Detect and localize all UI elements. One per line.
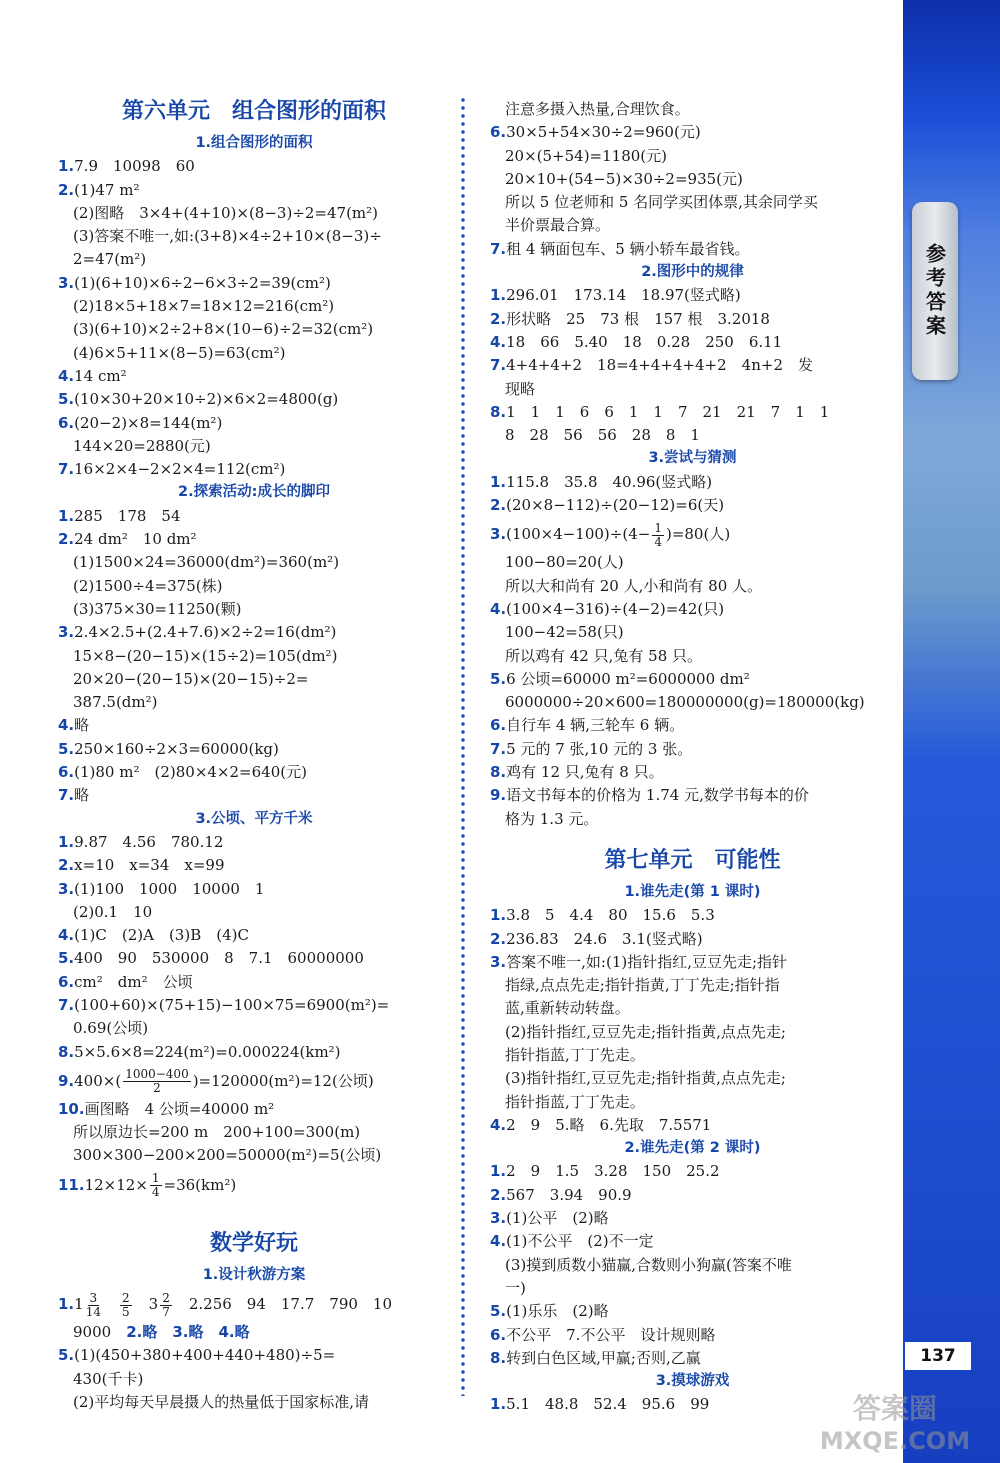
answer-text: 指针指蓝,丁丁先走。 [490,1092,645,1111]
question-number: 3. [58,879,75,898]
answer-text: (1)1500×24=36000(dm²)=360(m²) [58,553,340,572]
question-number: 1. [58,1295,75,1314]
answer-text: 3.8 5 4.4 80 15.6 5.3 [506,906,715,925]
answer-line [58,1121,450,1144]
watermark-url: MXQE.COM [819,1427,971,1455]
answer-list [58,505,450,808]
question-number: 6. [490,716,507,735]
answer-line [58,761,450,784]
answer-line [58,668,450,691]
answer-line [58,738,450,761]
question-number: 3. [490,525,507,544]
answer-text: 不公平 7.不公平 设计规则略 [506,1325,716,1344]
question-number: 5. [490,669,507,688]
answer-text: 14 cm² [74,366,127,385]
fraction: $\frac{2}{7}$ [162,1290,170,1319]
answer-text: (1)公平 (2)略 [506,1209,609,1228]
answer-line: 9.400×( $\frac{1000-400}{2}$ )=120000(m²)=12(公顷) [58,1067,374,1096]
question-number: 1. [490,286,507,305]
answer-line [490,1044,895,1067]
question-number: 3. [58,623,75,642]
question-number: 4. [490,332,507,351]
answer-line [58,645,450,668]
answer-line [490,575,895,598]
answer-line [58,854,450,877]
answer-text: 鸡有 12 只,兔有 8 只。 [506,763,664,782]
answer-line [490,98,895,121]
answer-text: 20×(5+54)=1180(元) [490,146,668,165]
answer-line [58,621,450,644]
answer-line [490,645,895,668]
answer-text: 18 66 5.40 18 0.28 250 6.11 [506,332,783,351]
answer-text: (1)47 m² [74,180,140,199]
question-number: 4. [490,599,507,618]
right-column [490,98,895,1417]
answer-line [490,974,895,997]
question-number: 2. [58,180,75,199]
question-number: 2. [490,929,507,948]
answer-line [490,1277,895,1300]
answer-line [490,668,895,691]
question-number: 5. [58,390,75,409]
answer-text: 430(千卡) [58,1369,144,1388]
answer-text: 6000000÷20×600=180000000(g)=180000(kg) [490,693,865,712]
question-number: 8. [58,1042,75,1061]
question-number: 6. [490,1325,507,1344]
section-title: 3.公顷、平方千米 [195,810,313,827]
answer-line [490,551,895,574]
question-number: 7. [58,786,75,805]
answer-text: 24 dm² 10 dm² [74,530,197,549]
answer-line [490,784,895,807]
question-number: 10. [58,1099,85,1118]
answer-line [58,458,450,481]
answer-text: 7.9 10098 60 [74,157,195,176]
answer-text: 0.69(公顷) [58,1019,149,1038]
answer-list [490,1160,895,1370]
answer-text: 蓝,重新转动转盘。 [490,999,630,1018]
question-number: 7. [490,356,507,375]
question-number: 7. [58,995,75,1014]
answer-line [490,928,895,951]
answer-text: 画图略 4 公顷=40000 m² [84,1099,275,1118]
answer-line [490,378,895,401]
answer-text: 115.8 35.8 40.96(竖式略) [506,472,713,491]
answer-line [58,272,450,295]
question-number: 8. [490,1348,507,1367]
answer-line [58,994,450,1017]
answer-line [58,505,450,528]
answer-text: 285 178 54 [74,506,181,525]
question-number: 4. [490,1115,507,1134]
answer-text: 指针指蓝,丁丁先走。 [490,1045,645,1064]
answer-text: 567 3.94 90.9 [506,1185,632,1204]
answer-line [58,225,450,248]
answer-line [490,494,895,517]
question-number: 3. [490,952,507,971]
fraction: $\frac{3}{14}$ [85,1290,101,1319]
answer-line [58,784,450,807]
answer-text: (1)(450+380+400+440+480)÷5= [74,1346,336,1365]
fraction: $\frac{1000-400}{2}$ [125,1067,189,1096]
answer-text: x=10 x=34 x=99 [74,856,225,875]
answer-line [490,1254,895,1277]
answer-list [58,1098,450,1168]
answers-tab [912,202,958,380]
answer-text: 6 公顷=60000 m²=6000000 dm² [506,669,750,688]
answer-text: 1 1 1 6 6 1 1 7 21 21 7 1 1 [506,402,830,421]
answer-line [58,924,450,947]
answer-line [58,1144,450,1167]
answer-text: (20×8−112)÷(20−12)=6(天) [506,496,725,515]
question-number: 5. [58,1346,75,1365]
answer-line [58,971,450,994]
answer-text: 答案不唯一,如:(1)指针指红,豆豆先走;指针 [506,952,788,971]
question-number: 5. [490,1302,507,1321]
answer-text: (2)平均每天早晨摄人的热量低于国家标准,请 [58,1392,370,1411]
answer-text: (20−2)×8=144(m²) [74,413,223,432]
question-number: 11. [58,1175,85,1194]
question-number: 9. [490,786,507,805]
answer-line [490,1230,895,1253]
answer-text: 387.5(dm²) [58,693,158,712]
answer-text: 所以鸡有 42 只,兔有 58 只。 [490,646,703,665]
answer-line [490,214,895,237]
answer-list [58,155,450,481]
question-number: 2. [58,856,75,875]
answer-text: 20×20−(20−15)×(20−15)÷2= [58,669,309,688]
answer-line [490,1021,895,1044]
question-number: 6. [490,123,507,142]
question-number: 2. [490,496,507,515]
answer-text: 2.4×2.5+(2.4+7.6)×2÷2=16(dm²) [74,623,337,642]
answer-text: (3)摸到质数小猫赢,合数则小狗赢(答案不唯 [490,1255,792,1274]
answer-line [58,598,450,621]
section-title: 1.组合图形的面积 [195,135,313,151]
question-number: 5. [58,949,75,968]
answer-list [490,98,895,261]
answer-text: 指绿,点点先走;指针指黄,丁丁先走;指针指 [490,976,780,995]
answer-line [58,295,450,318]
answer-line [58,1391,450,1414]
answer-text: 所以大和尚有 20 人,小和尚有 80 人。 [490,576,763,595]
answer-text: 自行车 4 辆,三轮车 6 辆。 [506,716,685,735]
question-number: 6. [58,972,75,991]
question-number: 7. [490,239,507,258]
answer-line [490,714,895,737]
answer-line [58,714,450,737]
question-number: 8. [490,402,507,421]
fraction: $\frac{1}{4}$ [151,1171,160,1200]
answer-text: 转到白色区域,甲赢;否则,乙赢 [506,1348,701,1367]
answer-text: (1)(6+10)×6÷2−6×3÷2=39(cm²) [74,273,331,292]
answer-line [490,424,895,447]
answer-line [490,691,895,714]
answer-text: 20×10+(54−5)×30÷2=935(元) [490,169,743,188]
answer-list [490,284,895,447]
question-number: 7. [490,739,507,758]
answer-line: 9000 2.略 3.略 4.略 [58,1323,250,1342]
answer-line [490,1300,895,1323]
answer-line [490,401,895,424]
answer-line [58,878,450,901]
question-number: 4. [58,366,75,385]
question-number: 3. [490,1209,507,1228]
question-number: 1. [58,506,75,525]
answer-line [58,155,450,178]
answer-line [490,1184,895,1207]
answer-text: 296.01 173.14 18.97(竖式略) [506,286,741,305]
fraction: $\frac{1}{4}$ [654,520,662,549]
watermark-text: 答案圈 [852,1392,937,1425]
answer-line [490,1091,895,1114]
answer-line [490,191,895,214]
left-column [58,92,450,1414]
answer-line [490,808,895,831]
section-title: 1.设计秋游方案 [202,1266,306,1283]
answer-line [490,121,895,144]
answer-list [490,471,895,518]
answer-list [58,831,450,1064]
section-title: 2.谁先走(第 2 课时) [624,1140,761,1157]
answer-line [490,1067,895,1090]
question-number: 2. [490,309,507,328]
answer-text: 2 9 5.略 6.先取 7.5571 [506,1115,712,1134]
answer-text: (1)不公平 (2)不一定 [506,1232,654,1251]
answer-line [490,738,895,761]
question-number: 1. [490,1395,507,1414]
answer-line [58,1041,450,1064]
answer-line [58,435,450,458]
answer-text: 语文书每本的价格为 1.74 元,数学书每本的价 [506,786,809,805]
answer-line [58,248,450,271]
answer-line [58,202,450,225]
answer-line [58,318,450,341]
answer-text: 300×300−200×200=50000(m²)=5(公顷) [58,1146,382,1165]
answer-line [58,365,450,388]
answer-text: 所以原边长=200 m 200+100=300(m) [58,1123,361,1142]
section-title: 3.摸球游戏 [655,1373,730,1390]
answer-text: (2)图略 3×4+(4+10)×(8−3)÷2=47(m²) [58,203,379,222]
answer-text: 9.87 4.56 780.12 [74,832,224,851]
answer-line [490,1347,895,1370]
answer-text: (10×30+20×10÷2)×6×2=4800(g) [74,390,339,409]
answer-text: 100−42=58(只) [490,623,624,642]
question-number: 7. [58,460,75,479]
answer-line [490,904,895,927]
answer-text: 注意多摄入热量,合理饮食。 [490,100,690,118]
answer-line [490,598,895,621]
answer-text: 2 9 1.5 3.28 150 25.2 [506,1162,720,1181]
question-number: 8. [490,763,507,782]
answer-line [58,528,450,551]
answer-list [490,551,895,831]
answer-text: 一) [490,1278,526,1297]
section-title: 3.尝试与猜测 [648,450,737,467]
answer-text: (2)0.1 10 [58,902,153,921]
answer-text: 5.1 48.8 52.4 95.6 99 [506,1395,710,1414]
answer-text: (100×4−316)÷(4−2)=42(只) [506,599,725,618]
question-number: 1. [58,157,75,176]
answer-text: 236.83 24.6 3.1(竖式略) [506,929,703,948]
question-number: 1. [58,832,75,851]
answer-line [490,238,895,261]
question-number: 1. [490,1162,507,1181]
answer-line [58,1098,450,1121]
answer-line [58,947,450,970]
question-number: 2. [490,1185,507,1204]
answer-text: (2)18×5+18×7=18×12=216(cm²) [58,297,335,316]
answer-text: 租 4 辆面包车、5 辆小轿车最省钱。 [506,239,750,258]
answer-text: (3)(6+10)×2÷2+8×(10−6)÷2=32(cm²) [58,320,374,339]
answer-text: (4)6×5+11×(8−5)=63(cm²) [58,343,286,362]
question-number: 6. [58,413,75,432]
answer-line [58,1344,450,1367]
answer-text: (100+60)×(75+15)−100×75=6900(m²)= [74,995,390,1014]
fraction: $\frac{2}{5}$ [121,1290,130,1319]
answer-line [490,1324,895,1347]
answer-text: 30×5+54×30÷2=960(元) [506,123,701,142]
answer-line [58,179,450,202]
answer-text: 所以 5 位老师和 5 名同学买团体票,其余同学买 [490,193,818,212]
page-number: 137 [905,1342,971,1370]
answer-line [490,331,895,354]
answer-text: 16×2×4−2×2×4=112(cm²) [74,460,286,479]
answer-line [58,1368,450,1391]
answer-line [490,997,895,1020]
answers-tab-label: 参考答案 [922,243,947,339]
answer-text: (2)指针指红,豆豆先走;指针指黄,点点先走; [490,1022,786,1041]
answer-line [58,551,450,574]
answer-line [58,342,450,365]
answer-line [490,621,895,644]
answer-line [490,284,895,307]
answer-line: 1.1 $\frac{3}{14}$ $\frac{2}{5}$ 3 $\frac{2}{7}$ 2.256 94 17.7 790 10 [58,1290,392,1319]
answer-text: 400 90 530000 8 7.1 60000000 [74,949,364,968]
fun-math-title: 数学好玩 [209,1230,298,1256]
question-number: 5. [58,739,75,758]
question-number: 4. [58,716,75,735]
question-number: 6. [58,763,75,782]
answer-text: (2)1500÷4=375(株) [58,576,223,595]
answer-text: 略 [74,786,90,805]
answer-text: 8 28 56 56 28 8 1 [490,426,700,445]
answer-text: (3)375×30=11250(颗) [58,599,242,618]
answer-text: 略 [74,716,90,735]
unit-6-title: 第六单元 组合图形的面积 [121,99,386,124]
question-number: 2. [58,530,75,549]
question-number: 1. [490,472,507,491]
answer-line [490,1114,895,1137]
answer-text: cm² dm² 公顷 [74,972,193,991]
answer-text: 5×5.6×8=224(m²)=0.000224(km²) [74,1042,341,1061]
answer-line [58,575,450,598]
answer-line [58,831,450,854]
answer-text: (1)C (2)A (3)B (4)C [74,926,249,945]
unit-7-title: 第七单元 可能性 [604,847,781,873]
section-title: 2.探索活动:成长的脚印 [178,484,330,501]
answer-text: (3)指针指红,豆豆先走;指针指黄,点点先走; [490,1069,786,1088]
answer-text: 100−80=20(人) [490,553,624,572]
answer-line [490,1160,895,1183]
answer-text: 2=47(m²) [58,250,147,269]
answer-text: (1)100 1000 10000 1 [74,879,265,898]
answer-line [58,388,450,411]
question-number: 3. [58,273,75,292]
question-number: 9. [58,1071,75,1090]
answer-line [58,691,450,714]
answer-line [490,308,895,331]
answer-line: 11.12×12× $\frac{1}{4}$ =36(km²) [58,1171,237,1200]
answer-line [490,354,895,377]
column-divider [459,96,467,1396]
answer-line [490,168,895,191]
answer-text: 250×160÷2×3=60000(kg) [74,739,279,758]
answer-text: 格为 1.3 元。 [490,809,599,828]
answer-line [490,471,895,494]
answer-line [490,1207,895,1230]
answer-line [490,951,895,974]
answer-text: 15×8−(20−15)×(15÷2)=105(dm²) [58,646,338,665]
answer-text: (1)乐乐 (2)略 [506,1302,609,1321]
answer-line [58,901,450,924]
answer-text: 形状略 25 73 根 157 根 3.2018 [506,309,770,328]
answer-line: 3.(100×4−100)÷(4− $\frac{1}{4}$ )=80(人) [490,520,731,549]
answer-text: 144×20=2880(元) [58,436,211,455]
answer-text: 现略 [490,379,536,398]
answer-line [58,412,450,435]
answer-list [58,1344,450,1414]
question-number: 1. [490,906,507,925]
answer-text: 半价票最合算。 [490,216,611,235]
answer-list [490,1393,895,1416]
answer-line [490,761,895,784]
answer-text: (3)答案不唯一,如:(3+8)×4÷2+10×(8−3)÷ [58,227,382,246]
question-number: 4. [490,1232,507,1251]
answer-line [490,145,895,168]
answer-line [58,1017,450,1040]
answer-text: 4+4+4+2 18=4+4+4+4+2 4n+2 发 [506,356,813,375]
answer-line [490,1393,895,1416]
answer-text: 5 元的 7 张,10 元的 3 张。 [506,739,693,758]
answer-text: (1)80 m² (2)80×4×2=640(元) [74,763,307,782]
section-title: 2.图形中的规律 [641,264,744,281]
section-title: 1.谁先走(第 1 课时) [624,883,761,900]
answer-list [490,904,895,1137]
question-number: 4. [58,926,75,945]
